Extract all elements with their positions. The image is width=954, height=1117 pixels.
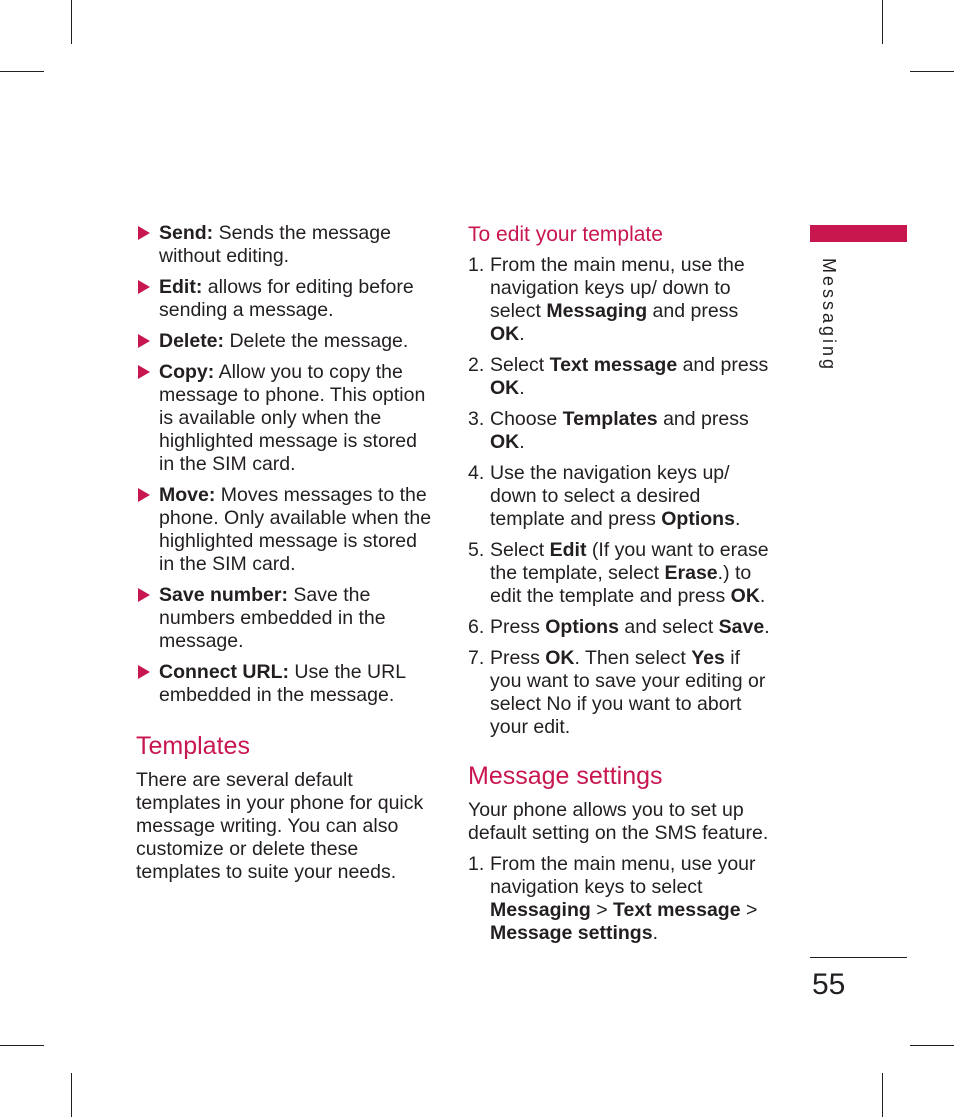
step-text: . — [519, 323, 525, 345]
crop-mark — [910, 1045, 954, 1046]
step-text: . — [519, 377, 525, 399]
option-item — [136, 661, 436, 707]
step-keyword: OK — [490, 377, 520, 399]
right-column — [468, 222, 773, 953]
step-number: 1. — [468, 254, 485, 276]
step-text: Choose — [490, 408, 563, 430]
step-text: . — [764, 616, 770, 638]
step-keyword: Text message — [613, 899, 741, 921]
step-text: From the main menu, use your navigation keys to select — [490, 853, 756, 898]
crop-mark — [71, 1073, 72, 1117]
section-side-label — [810, 258, 850, 378]
step-text: Select — [490, 539, 550, 561]
step-item — [468, 616, 773, 639]
step-keyword: Messaging — [490, 899, 591, 921]
step-text: Press — [490, 616, 546, 638]
step-text: . Then select — [574, 647, 692, 669]
step-number: 5. — [468, 539, 485, 561]
step-item — [468, 254, 773, 346]
step-keyword: OK — [490, 431, 520, 453]
step-text: Select — [490, 354, 550, 376]
step-text: if you want to save your editing or select No if you want to abort your edit. — [490, 647, 766, 738]
section-label-text: Messaging — [819, 258, 839, 373]
option-desc: Allow you to copy the message to phone. This option is available only when the highlighted message is stored in the SIM card. — [159, 361, 426, 475]
step-keyword: Templates — [562, 408, 658, 430]
step-number: 4. — [468, 462, 485, 484]
step-keyword: Yes — [691, 647, 725, 669]
step-keyword: Message settings — [490, 922, 653, 944]
step-keyword: Text message — [549, 354, 678, 376]
step-text: (If you want to erase the template, select — [490, 539, 769, 584]
option-item — [136, 361, 436, 476]
page-number-rule — [810, 957, 907, 958]
option-term: Move: — [159, 484, 216, 506]
step-text: Use the navigation keys up/ down to select a desired template and press — [490, 462, 730, 530]
crop-mark — [71, 0, 72, 44]
step-text: . — [734, 508, 741, 530]
option-list — [136, 222, 436, 707]
settings-steps-list — [468, 853, 773, 945]
step-item — [468, 647, 773, 739]
step-text: > — [590, 899, 614, 921]
step-text: and press — [677, 354, 769, 376]
step-keyword: Erase — [664, 562, 718, 584]
step-keyword: Options — [661, 508, 735, 530]
crop-mark — [910, 71, 954, 72]
step-text: and press — [657, 408, 749, 430]
step-keyword: Save — [718, 616, 765, 638]
option-term: Edit: — [159, 276, 203, 298]
message-settings-heading: Message settings — [468, 762, 663, 790]
step-keyword: Edit — [549, 539, 587, 561]
templates-body: There are several default templates in your phone for quick message writing. You can also customize or delete these templates to suite your needs. — [136, 769, 424, 883]
section-tab-bar — [810, 225, 907, 242]
option-desc: allows for editing before sending a message. — [159, 276, 414, 321]
step-keyword: OK — [490, 323, 520, 345]
option-term: Copy: — [159, 361, 215, 383]
step-number: 1. — [468, 853, 485, 875]
crop-mark — [0, 1045, 44, 1046]
templates-heading: Templates — [136, 732, 250, 760]
option-term: Connect URL: — [159, 661, 289, 683]
step-text: . — [759, 585, 766, 607]
step-text: and press — [647, 300, 739, 322]
step-keyword: OK — [545, 647, 575, 669]
triangle-bullet-icon — [138, 488, 150, 502]
option-desc: Delete the message. — [224, 330, 409, 352]
left-column — [136, 222, 436, 884]
option-item — [136, 330, 436, 353]
step-text: .) to edit the template and press — [490, 562, 752, 607]
option-item — [136, 584, 436, 653]
option-desc: Moves messages to the phone. Only available when the highlighted message is stored in the SIM card. — [159, 484, 432, 575]
step-text: > — [740, 899, 758, 921]
crop-mark — [0, 71, 44, 72]
message-settings-body: Your phone allows you to set up default setting on the SMS feature. — [468, 799, 769, 844]
step-number: 3. — [468, 408, 485, 430]
option-desc: Save the numbers embedded in the message. — [159, 584, 386, 652]
triangle-bullet-icon — [138, 365, 150, 379]
step-item — [468, 354, 773, 400]
step-number: 7. — [468, 647, 485, 669]
step-number: 2. — [468, 354, 485, 376]
triangle-bullet-icon — [138, 226, 150, 240]
triangle-bullet-icon — [138, 665, 150, 679]
edit-steps-list — [468, 254, 773, 739]
option-desc: Use the URL embedded in the message. — [159, 661, 406, 706]
step-keyword: Messaging — [546, 300, 648, 322]
step-keyword: Options — [545, 616, 619, 638]
crop-mark — [882, 0, 883, 44]
edit-template-heading: To edit your template — [468, 223, 663, 246]
step-text: Press — [490, 647, 546, 669]
option-term: Send: — [159, 222, 214, 244]
option-item — [136, 484, 436, 576]
step-keyword: OK — [730, 585, 760, 607]
triangle-bullet-icon — [138, 334, 150, 348]
step-text: . — [652, 922, 658, 944]
step-text: . — [519, 431, 525, 453]
option-term: Delete: — [159, 330, 225, 352]
step-item — [468, 462, 773, 531]
step-item — [468, 539, 773, 608]
option-item — [136, 222, 436, 268]
triangle-bullet-icon — [138, 588, 150, 602]
step-text: and select — [618, 616, 719, 638]
triangle-bullet-icon — [138, 280, 150, 294]
option-term: Save number: — [159, 584, 288, 606]
step-number: 6. — [468, 616, 485, 638]
step-item — [468, 853, 773, 945]
step-text: From the main menu, use the navigation keys up/ down to select — [490, 254, 745, 322]
page-number: 55 — [812, 968, 846, 1001]
step-item — [468, 408, 773, 454]
option-desc: Sends the message without editing. — [159, 222, 391, 267]
crop-mark — [882, 1073, 883, 1117]
option-item — [136, 276, 436, 322]
